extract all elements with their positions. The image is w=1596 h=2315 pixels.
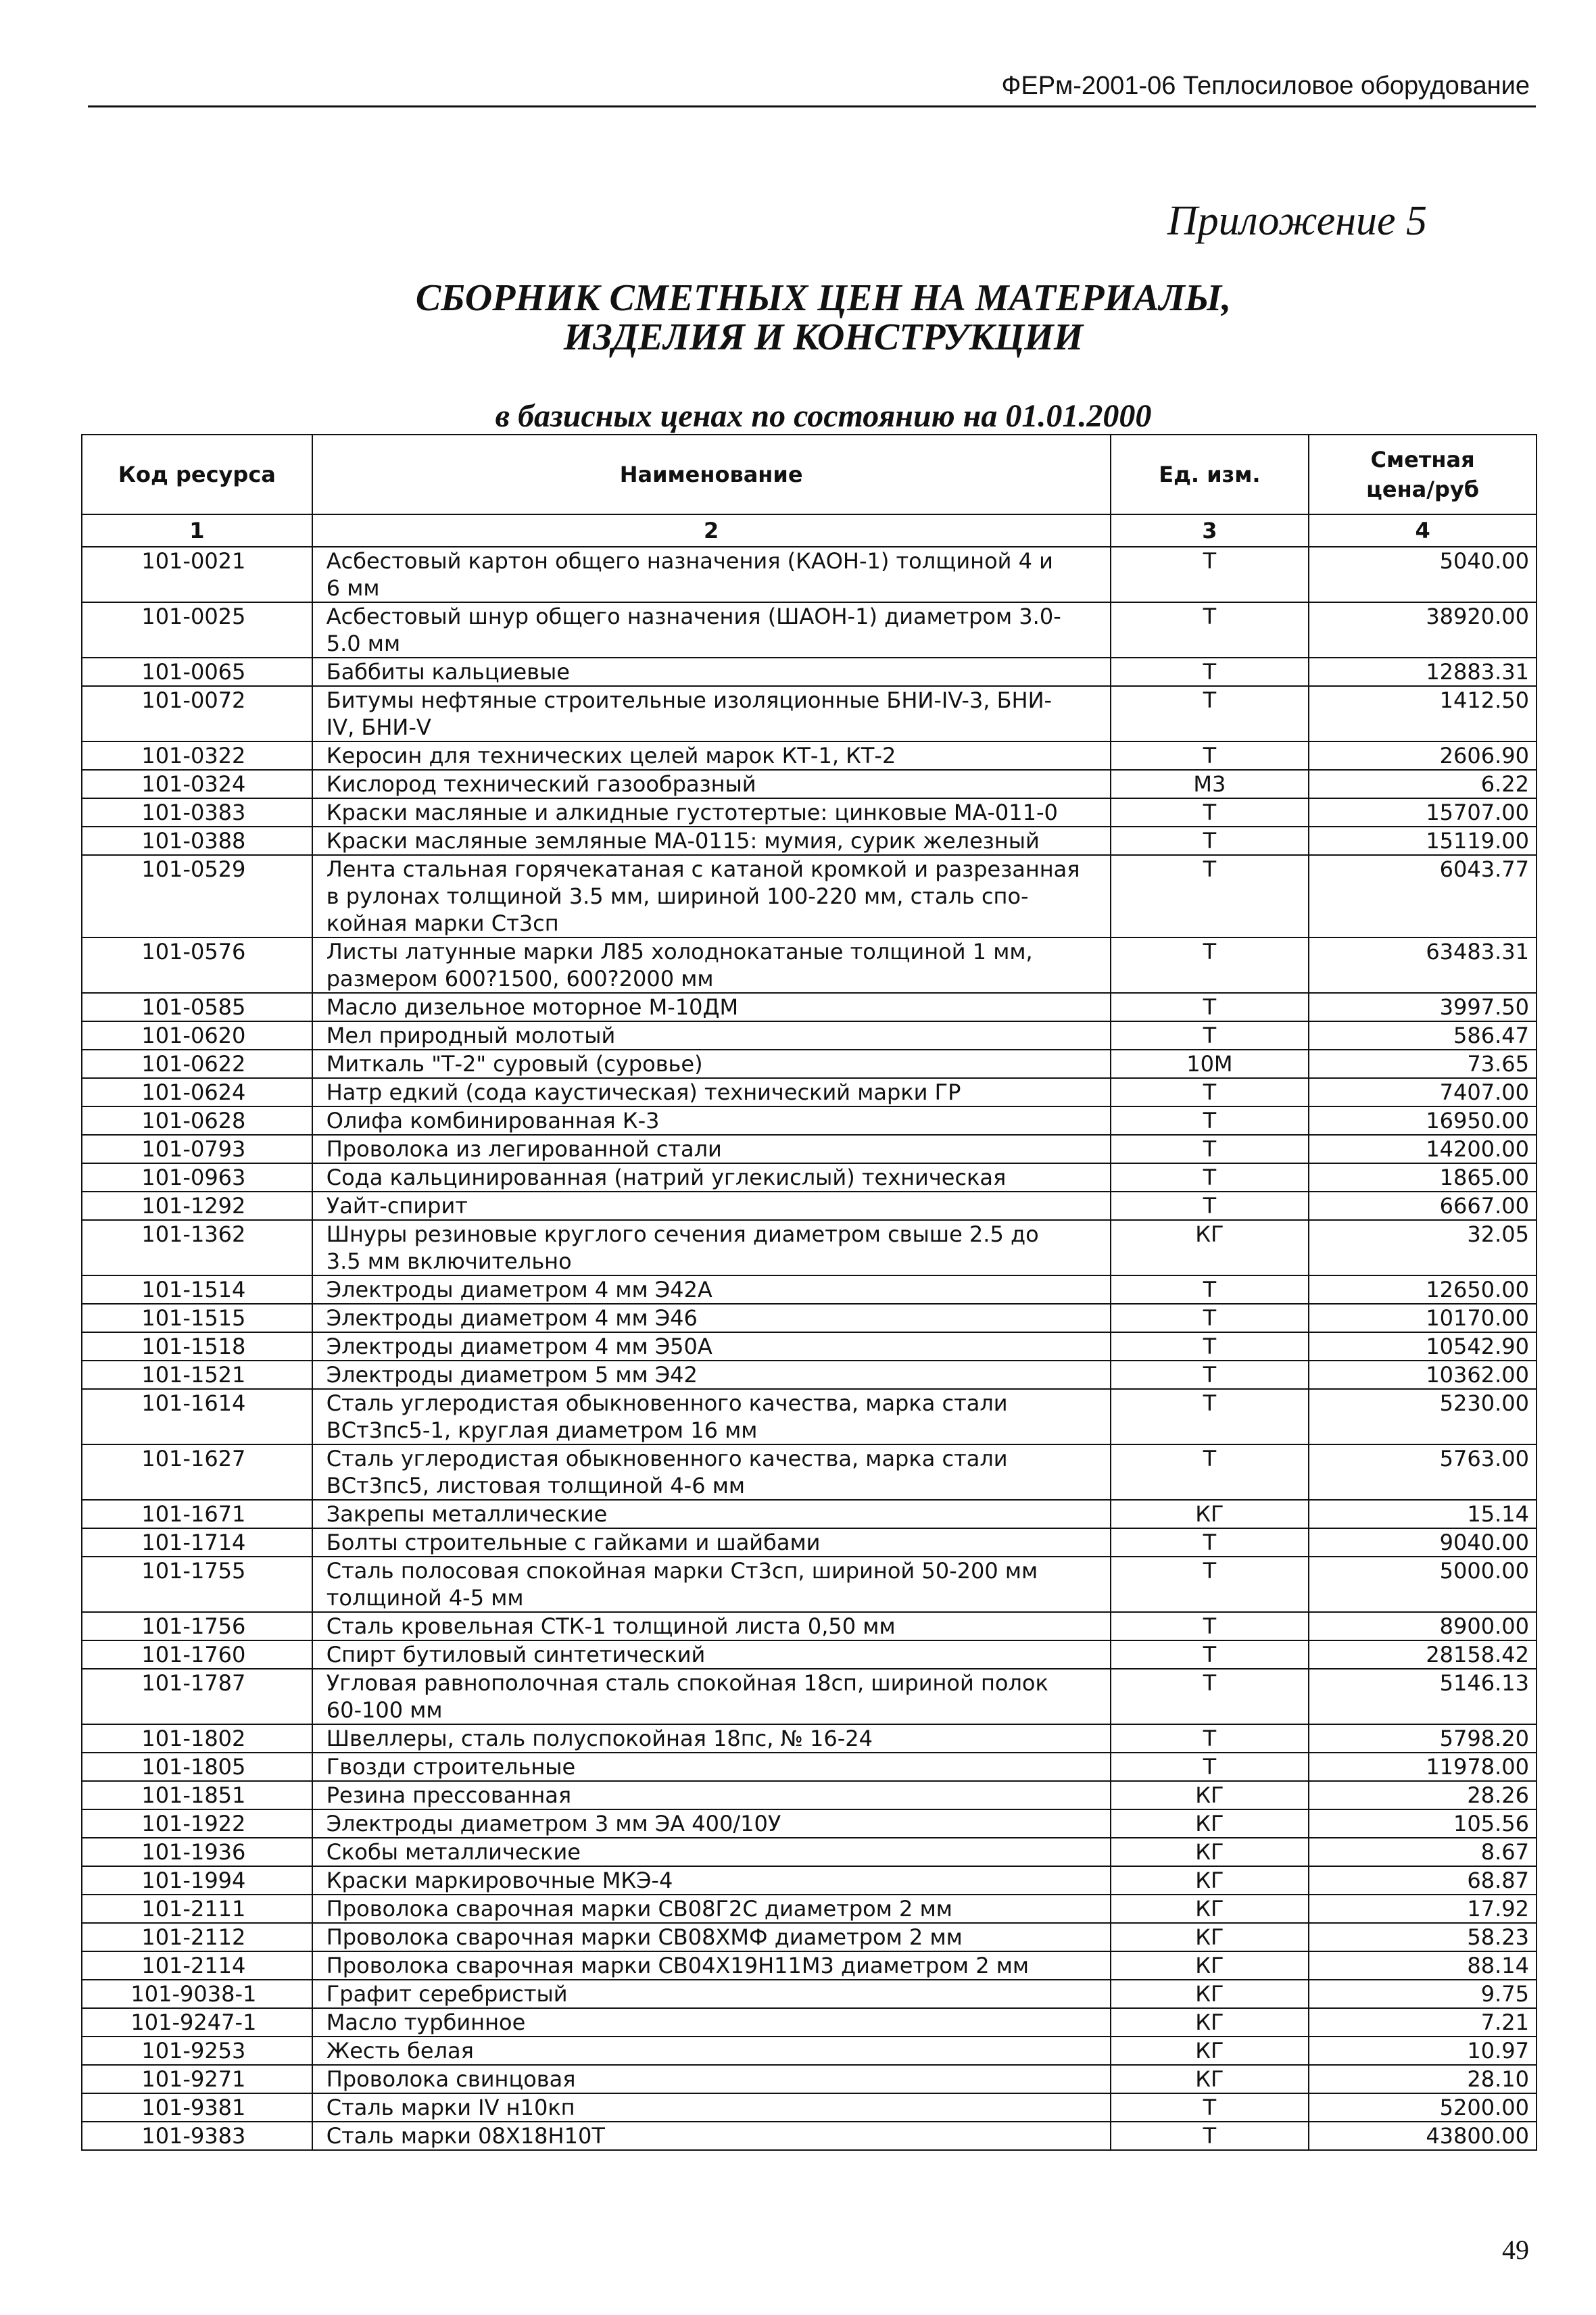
resource-name: Шнуры резиновые круглого сечения диаметром свыше 2.5 до 3.5 мм включительно <box>312 1220 1111 1275</box>
resource-name: Сода кальцинированная (натрий углекислый) техническая <box>312 1163 1111 1192</box>
resource-code: 101-1994 <box>82 1866 312 1895</box>
price: 5000.00 <box>1309 1557 1537 1612</box>
price: 10362.00 <box>1309 1361 1537 1389</box>
table-row <box>82 2008 1537 2037</box>
resource-code: 101-9253 <box>82 2037 312 2065</box>
unit: Т <box>1111 1528 1309 1557</box>
unit: КГ <box>1111 1220 1309 1275</box>
page-number: 49 <box>1502 2235 1529 2265</box>
resource-code: 101-0322 <box>82 741 312 770</box>
table-row <box>82 798 1537 827</box>
unit: КГ <box>1111 1781 1309 1809</box>
resource-name: Электроды диаметром 3 мм ЭА 400/10У <box>312 1809 1111 1838</box>
table-row <box>82 1304 1537 1332</box>
table-row <box>82 2065 1537 2093</box>
unit: КГ <box>1111 2037 1309 2065</box>
unit: КГ <box>1111 1980 1309 2008</box>
unit: Т <box>1111 1612 1309 1640</box>
resource-code: 101-0025 <box>82 602 312 658</box>
resource-code: 101-1515 <box>82 1304 312 1332</box>
table-row <box>82 1895 1537 1923</box>
column-number: 3 <box>1111 514 1309 547</box>
price: 8.67 <box>1309 1838 1537 1866</box>
table-row <box>82 1980 1537 2008</box>
price: 43800.00 <box>1309 2122 1537 2150</box>
unit: КГ <box>1111 1866 1309 1895</box>
resource-name: Краски маркировочные МКЭ-4 <box>312 1866 1111 1895</box>
resource-code: 101-0529 <box>82 855 312 937</box>
resource-code: 101-1521 <box>82 1361 312 1389</box>
header-unit: Ед. изм. <box>1111 435 1309 514</box>
price: 58.23 <box>1309 1923 1537 1951</box>
resource-name: Гвозди строительные <box>312 1753 1111 1781</box>
price: 1412.50 <box>1309 686 1537 741</box>
resource-code: 101-0793 <box>82 1135 312 1163</box>
price: 15.14 <box>1309 1500 1537 1528</box>
resource-name: Электроды диаметром 4 мм Э42А <box>312 1275 1111 1304</box>
unit: Т <box>1111 993 1309 1021</box>
unit: Т <box>1111 798 1309 827</box>
table-row <box>82 1163 1537 1192</box>
price: 105.56 <box>1309 1809 1537 1838</box>
resource-name: Натр едкий (сода каустическая) технический марки ГР <box>312 1078 1111 1106</box>
unit: Т <box>1111 2093 1309 2122</box>
price: 12883.31 <box>1309 658 1537 686</box>
resource-code: 101-2111 <box>82 1895 312 1923</box>
price: 88.14 <box>1309 1951 1537 1980</box>
resource-code: 101-1802 <box>82 1724 312 1753</box>
resource-name: Сталь кровельная СТК-1 толщиной листа 0,50 мм <box>312 1612 1111 1640</box>
unit: Т <box>1111 547 1309 602</box>
resource-code: 101-2114 <box>82 1951 312 1980</box>
unit: Т <box>1111 937 1309 993</box>
column-number: 4 <box>1309 514 1537 547</box>
subtitle: в базисных ценах по состоянию на 01.01.2000 <box>495 398 1152 434</box>
resource-code: 101-1756 <box>82 1612 312 1640</box>
price: 3997.50 <box>1309 993 1537 1021</box>
price: 6667.00 <box>1309 1192 1537 1220</box>
price: 5200.00 <box>1309 2093 1537 2122</box>
table-row <box>82 1192 1537 1220</box>
header-price: Сметная цена/руб <box>1309 435 1537 514</box>
resource-name: Асбестовый картон общего назначения (КАОН-1) толщиной 4 и 6 мм <box>312 547 1111 602</box>
price: 586.47 <box>1309 1021 1537 1050</box>
price: 14200.00 <box>1309 1135 1537 1163</box>
table-row <box>82 1612 1537 1640</box>
resource-code: 101-1851 <box>82 1781 312 1809</box>
column-number-row <box>82 514 1537 547</box>
price: 2606.90 <box>1309 741 1537 770</box>
resource-name: Швеллеры, сталь полуспокойная 18пс, № 16-24 <box>312 1724 1111 1753</box>
table-row <box>82 1389 1537 1444</box>
unit: Т <box>1111 1021 1309 1050</box>
resource-code: 101-0622 <box>82 1050 312 1078</box>
unit: Т <box>1111 1724 1309 1753</box>
resource-code: 101-0620 <box>82 1021 312 1050</box>
table-row <box>82 1078 1537 1106</box>
resource-code: 101-0065 <box>82 658 312 686</box>
table-row <box>82 1781 1537 1809</box>
table-row <box>82 1951 1537 1980</box>
unit: Т <box>1111 1640 1309 1669</box>
price: 63483.31 <box>1309 937 1537 993</box>
resource-name: Краски масляные земляные МА-0115: мумия, сурик железный <box>312 827 1111 855</box>
unit: Т <box>1111 1192 1309 1220</box>
header-code: Код ресурса <box>82 435 312 514</box>
resource-code: 101-2112 <box>82 1923 312 1951</box>
unit: КГ <box>1111 1951 1309 1980</box>
price: 6.22 <box>1309 770 1537 798</box>
resource-name: Сталь углеродистая обыкновенного качества, марка стали ВСт3пс5-1, круглая диаметром 16 мм <box>312 1389 1111 1444</box>
unit: Т <box>1111 827 1309 855</box>
unit: Т <box>1111 1078 1309 1106</box>
resource-name: Электроды диаметром 4 мм Э46 <box>312 1304 1111 1332</box>
price: 10170.00 <box>1309 1304 1537 1332</box>
resource-name: Мел природный молотый <box>312 1021 1111 1050</box>
resource-code: 101-1805 <box>82 1753 312 1781</box>
resource-name: Резина прессованная <box>312 1781 1111 1809</box>
table-row <box>82 1838 1537 1866</box>
resource-name: Проволока сварочная марки СВ08Г2С диаметром 2 мм <box>312 1895 1111 1923</box>
price: 17.92 <box>1309 1895 1537 1923</box>
resource-name: Уайт-спирит <box>312 1192 1111 1220</box>
resource-code: 101-1614 <box>82 1389 312 1444</box>
resource-code: 101-1627 <box>82 1444 312 1500</box>
resource-code: 101-1518 <box>82 1332 312 1361</box>
unit: Т <box>1111 1106 1309 1135</box>
table-row <box>82 1021 1537 1050</box>
unit: Т <box>1111 1304 1309 1332</box>
unit: Т <box>1111 1444 1309 1500</box>
table-row <box>82 1923 1537 1951</box>
table-row <box>82 993 1537 1021</box>
resource-code: 101-1514 <box>82 1275 312 1304</box>
resource-name: Проволока из легированной стали <box>312 1135 1111 1163</box>
column-number: 2 <box>312 514 1111 547</box>
table-row <box>82 1106 1537 1135</box>
price: 12650.00 <box>1309 1275 1537 1304</box>
column-number: 1 <box>82 514 312 547</box>
title-line-1: СБОРНИК СМЕТНЫХ ЦЕН НА МАТЕРИАЛЫ, <box>415 277 1232 319</box>
table-row <box>82 827 1537 855</box>
unit: КГ <box>1111 1809 1309 1838</box>
price: 10.97 <box>1309 2037 1537 2065</box>
unit: Т <box>1111 855 1309 937</box>
resource-name: Краски масляные и алкидные густотертые: цинковые МА-011-0 <box>312 798 1111 827</box>
price: 16950.00 <box>1309 1106 1537 1135</box>
resource-name: Сталь марки 08Х18Н10Т <box>312 2122 1111 2150</box>
price: 9040.00 <box>1309 1528 1537 1557</box>
table-row <box>82 1332 1537 1361</box>
unit: Т <box>1111 1557 1309 1612</box>
resource-name: Олифа комбинированная К-3 <box>312 1106 1111 1135</box>
unit: Т <box>1111 686 1309 741</box>
resource-code: 101-1760 <box>82 1640 312 1669</box>
header-rule <box>88 105 1536 107</box>
unit: КГ <box>1111 2008 1309 2037</box>
unit: Т <box>1111 1669 1309 1724</box>
resource-code: 101-0963 <box>82 1163 312 1192</box>
price: 32.05 <box>1309 1220 1537 1275</box>
resource-name: Керосин для технических целей марок КТ-1, КТ-2 <box>312 741 1111 770</box>
price: 15119.00 <box>1309 827 1537 855</box>
resource-code: 101-0021 <box>82 547 312 602</box>
resource-name: Листы латунные марки Л85 холоднокатаные толщиной 1 мм, размером 600?1500, 600?2000 мм <box>312 937 1111 993</box>
table-row <box>82 2093 1537 2122</box>
table-row <box>82 1050 1537 1078</box>
table-row <box>82 686 1537 741</box>
table-row <box>82 1500 1537 1528</box>
price: 38920.00 <box>1309 602 1537 658</box>
resource-name: Сталь марки IV н10кп <box>312 2093 1111 2122</box>
resource-name: Масло турбинное <box>312 2008 1111 2037</box>
resource-code: 101-1362 <box>82 1220 312 1275</box>
resource-name: Лента стальная горячекатаная с катаной кромкой и разрезанная в рулонах толщиной 3.5 мм, шириной 100-220 мм, сталь спо- койная марки Ст3сп <box>312 855 1111 937</box>
resource-code: 101-0585 <box>82 993 312 1021</box>
resource-name: Масло дизельное моторное М-10ДМ <box>312 993 1111 1021</box>
price: 7407.00 <box>1309 1078 1537 1106</box>
resource-code: 101-0072 <box>82 686 312 741</box>
unit: КГ <box>1111 1838 1309 1866</box>
resource-code: 101-1714 <box>82 1528 312 1557</box>
table-row <box>82 1753 1537 1781</box>
resource-code: 101-0576 <box>82 937 312 993</box>
unit: КГ <box>1111 1500 1309 1528</box>
price: 11978.00 <box>1309 1753 1537 1781</box>
table-row <box>82 1444 1537 1500</box>
resource-name: Асбестовый шнур общего назначения (ШАОН-1) диаметром 3.0- 5.0 мм <box>312 602 1111 658</box>
price: 9.75 <box>1309 1980 1537 2008</box>
resource-name: Баббиты кальциевые <box>312 658 1111 686</box>
resource-code: 101-1922 <box>82 1809 312 1838</box>
resource-code: 101-1787 <box>82 1669 312 1724</box>
table-row <box>82 658 1537 686</box>
table-row <box>82 547 1537 602</box>
table-header-row <box>82 435 1537 514</box>
resource-name: Проволока сварочная марки СВ08ХМФ диаметром 2 мм <box>312 1923 1111 1951</box>
resource-name: Проволока свинцовая <box>312 2065 1111 2093</box>
resource-name: Сталь полосовая спокойная марки Ст3сп, шириной 50-200 мм толщиной 4-5 мм <box>312 1557 1111 1612</box>
table-row <box>82 1528 1537 1557</box>
table-row <box>82 1669 1537 1724</box>
unit: Т <box>1111 1332 1309 1361</box>
resource-name: Кислород технический газообразный <box>312 770 1111 798</box>
price: 6043.77 <box>1309 855 1537 937</box>
table-row <box>82 855 1537 937</box>
table-row <box>82 1275 1537 1304</box>
price: 10542.90 <box>1309 1332 1537 1361</box>
running-header: ФЕРм-2001-06 Теплосиловое оборудование <box>1001 72 1530 100</box>
price: 7.21 <box>1309 2008 1537 2037</box>
resource-code: 101-0628 <box>82 1106 312 1135</box>
resource-code: 101-1936 <box>82 1838 312 1866</box>
table-row <box>82 1361 1537 1389</box>
price: 5040.00 <box>1309 547 1537 602</box>
price: 5146.13 <box>1309 1669 1537 1724</box>
resource-code: 101-9038-1 <box>82 1980 312 2008</box>
resource-name: Скобы металлические <box>312 1838 1111 1866</box>
unit: Т <box>1111 741 1309 770</box>
unit: Т <box>1111 1361 1309 1389</box>
resource-code: 101-1671 <box>82 1500 312 1528</box>
price: 5230.00 <box>1309 1389 1537 1444</box>
price: 28.10 <box>1309 2065 1537 2093</box>
resource-code: 101-0388 <box>82 827 312 855</box>
price: 8900.00 <box>1309 1612 1537 1640</box>
unit: М3 <box>1111 770 1309 798</box>
resource-name: Электроды диаметром 5 мм Э42 <box>312 1361 1111 1389</box>
resource-code: 101-9247-1 <box>82 2008 312 2037</box>
resource-name: Спирт бутиловый синтетический <box>312 1640 1111 1669</box>
table-row <box>82 1866 1537 1895</box>
resource-code: 101-9383 <box>82 2122 312 2150</box>
unit: Т <box>1111 658 1309 686</box>
unit: Т <box>1111 1163 1309 1192</box>
header-name: Наименование <box>312 435 1111 514</box>
price: 28158.42 <box>1309 1640 1537 1669</box>
unit: 10М <box>1111 1050 1309 1078</box>
unit: КГ <box>1111 2065 1309 2093</box>
resource-name: Сталь углеродистая обыкновенного качества, марка стали ВСт3пс5, листовая толщиной 4-6 мм <box>312 1444 1111 1500</box>
table-row <box>82 1220 1537 1275</box>
unit: Т <box>1111 602 1309 658</box>
price-table <box>81 434 1537 2151</box>
resource-name: Графит серебристый <box>312 1980 1111 2008</box>
resource-code: 101-0383 <box>82 798 312 827</box>
document-title <box>0 278 1596 357</box>
resource-name: Болты строительные с гайками и шайбами <box>312 1528 1111 1557</box>
table-row <box>82 1135 1537 1163</box>
table-row <box>82 1557 1537 1612</box>
price: 68.87 <box>1309 1866 1537 1895</box>
table-row <box>82 1724 1537 1753</box>
resource-name: Жесть белая <box>312 2037 1111 2065</box>
table-row <box>82 2037 1537 2065</box>
resource-name: Битумы нефтяные строительные изоляционные БНИ-IV-3, БНИ- IV, БНИ-V <box>312 686 1111 741</box>
unit: Т <box>1111 1389 1309 1444</box>
unit: КГ <box>1111 1895 1309 1923</box>
appendix-label: Приложение 5 <box>1167 198 1427 244</box>
table-row <box>82 741 1537 770</box>
resource-code: 101-1755 <box>82 1557 312 1612</box>
unit: КГ <box>1111 1923 1309 1951</box>
resource-code: 101-9271 <box>82 2065 312 2093</box>
resource-name: Проволока сварочная марки СВ04Х19Н11М3 диаметром 2 мм <box>312 1951 1111 1980</box>
table-row <box>82 770 1537 798</box>
unit: Т <box>1111 1135 1309 1163</box>
resource-name: Закрепы металлические <box>312 1500 1111 1528</box>
unit: Т <box>1111 1275 1309 1304</box>
price: 5763.00 <box>1309 1444 1537 1500</box>
resource-name: Угловая равнополочная сталь спокойная 18сп, шириной полок 60-100 мм <box>312 1669 1111 1724</box>
title-line-2: ИЗДЕЛИЯ И КОНСТРУКЦИИ <box>563 316 1084 358</box>
resource-code: 101-0624 <box>82 1078 312 1106</box>
table-row <box>82 937 1537 993</box>
price: 1865.00 <box>1309 1163 1537 1192</box>
table-row <box>82 1809 1537 1838</box>
price: 73.65 <box>1309 1050 1537 1078</box>
price: 28.26 <box>1309 1781 1537 1809</box>
resource-code: 101-1292 <box>82 1192 312 1220</box>
unit: Т <box>1111 2122 1309 2150</box>
table-row <box>82 2122 1537 2150</box>
table-row <box>82 602 1537 658</box>
resource-code: 101-0324 <box>82 770 312 798</box>
price: 15707.00 <box>1309 798 1537 827</box>
table-row <box>82 1640 1537 1669</box>
price: 5798.20 <box>1309 1724 1537 1753</box>
resource-code: 101-9381 <box>82 2093 312 2122</box>
resource-name: Миткаль "Т-2" суровый (суровье) <box>312 1050 1111 1078</box>
unit: Т <box>1111 1753 1309 1781</box>
resource-name: Электроды диаметром 4 мм Э50А <box>312 1332 1111 1361</box>
